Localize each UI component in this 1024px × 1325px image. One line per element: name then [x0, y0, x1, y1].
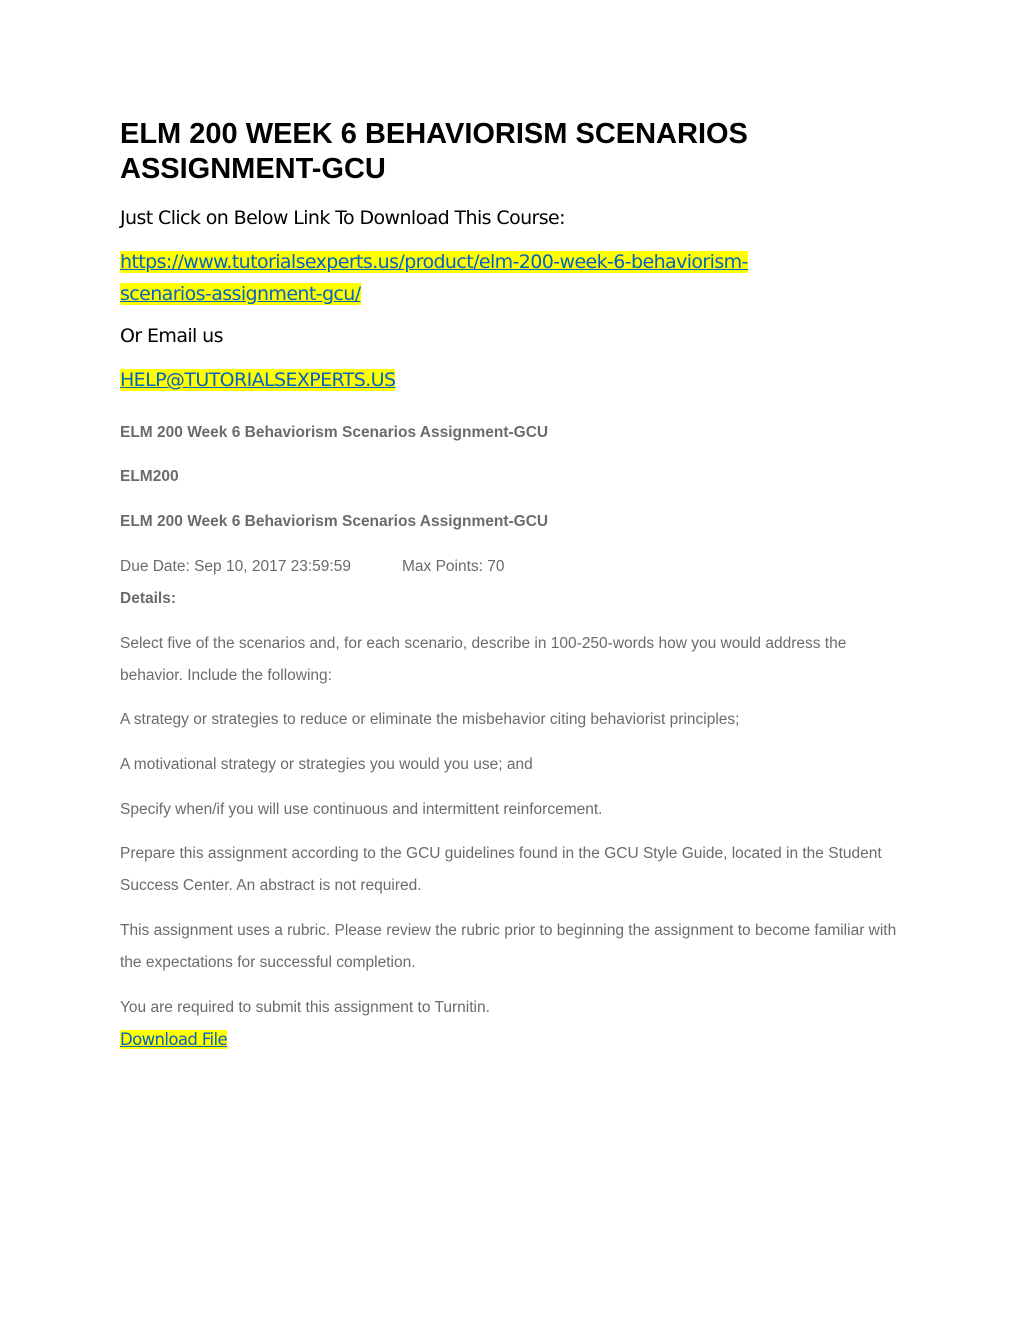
email-link-wrapper: [120, 366, 395, 394]
due-date-row: [120, 556, 505, 578]
course-code: ELM200: [120, 468, 179, 485]
assignment-heading-2: ELM 200 Week 6 Behaviorism Scenarios Assignment-GCU: [120, 513, 549, 530]
details-label: Details:: [120, 590, 176, 607]
paragraph-instructions: Select five of the scenarios and, for each scenario, describe in 100-250-words how you would address the behavior. Include the following:: [120, 635, 847, 684]
paragraph-rubric: This assignment uses a rubric. Please review the rubric prior to beginning the assignment to become familiar with the expectations for successful completion.: [120, 922, 897, 971]
due-date: Due Date: Sep 10, 2017 23:59:59: [120, 558, 351, 575]
course-link-block: [120, 246, 900, 310]
course-link-line-1[interactable]: https://www.tutorialsexperts.us/product/elm-200-week-6-behaviorism-: [120, 251, 748, 273]
download-file-link[interactable]: Download File: [120, 1030, 228, 1049]
course-link-line-2[interactable]: scenarios-assignment-gcu/: [120, 283, 361, 305]
paragraph-turnitin: You are required to submit this assignment to Turnitin.: [120, 999, 490, 1016]
download-instruction: Just Click on Below Link To Download This Course:: [120, 207, 565, 229]
paragraph-motivation: A motivational strategy or strategies you would you use; and: [120, 756, 533, 773]
paragraph-strategy: A strategy or strategies to reduce or eliminate the misbehavior citing behaviorist principles;: [120, 711, 740, 728]
paragraph-guidelines: Prepare this assignment according to the GCU guidelines found in the GCU Style Guide, located in the Student Success Center. An abstract is not required.: [120, 845, 882, 894]
max-points: Max Points: 70: [402, 558, 505, 575]
email-link[interactable]: HELP@TUTORIALSEXPERTS.US: [120, 369, 396, 391]
document-title: ELM 200 WEEK 6 BEHAVIORISM SCENARIOS ASSIGNMENT-GCU: [120, 118, 748, 185]
paragraph-reinforcement: Specify when/if you will use continuous and intermittent reinforcement.: [120, 801, 603, 818]
assignment-heading-1: ELM 200 Week 6 Behaviorism Scenarios Assignment-GCU: [120, 424, 549, 441]
download-file-wrapper: [120, 1028, 227, 1052]
email-label: Or Email us: [120, 325, 223, 347]
